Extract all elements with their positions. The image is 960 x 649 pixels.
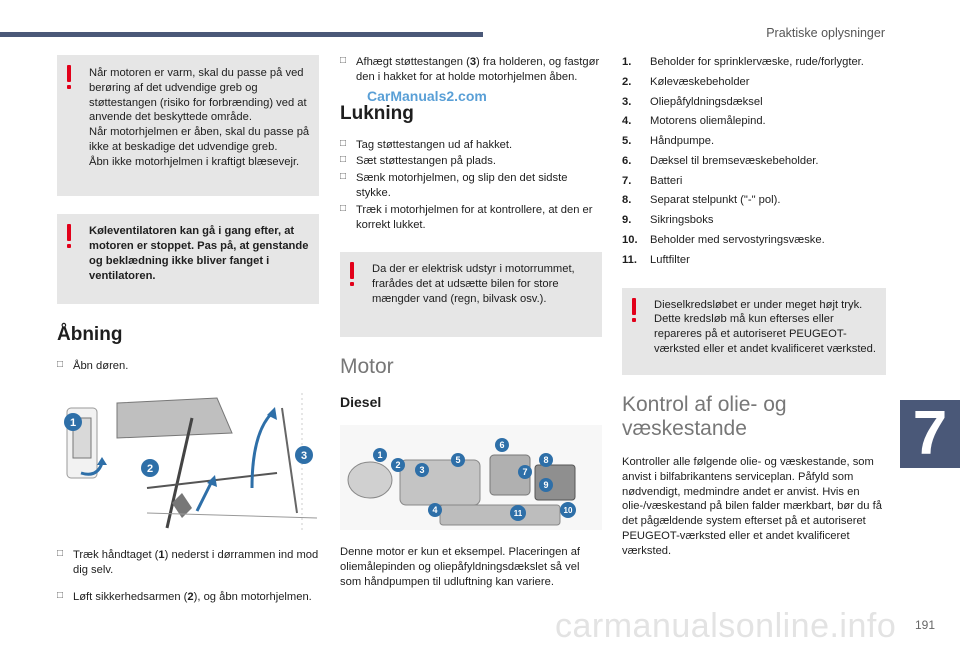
opening-steps xyxy=(57,359,319,374)
warning-text: Dieselkredsløbet er under meget højt tryk. Dette kredsløb må kun efterses eller repareres på et autoriseret PEUGEOT-værksted eller et andet kvalificeret værksted. xyxy=(654,298,876,355)
hood-opening-figure xyxy=(57,393,319,533)
step-item: □ Sænk motorhjelmen, og slip den det sidste stykke. xyxy=(340,171,602,201)
warning-icon xyxy=(67,65,72,89)
figure-callout xyxy=(415,463,429,477)
figure-callout xyxy=(539,478,553,492)
svg-text:1: 1 xyxy=(69,417,77,430)
list-item: 5. Håndpumpe. xyxy=(622,135,715,148)
figure-callout xyxy=(451,453,465,467)
warning-text: Når motoren er varm, skal du passe på ved berøring af det udvendige greb og støttestangen (risiko for forbrænding) ved at anvende det beskyttede område. Når motorhjelmen er åben, skal du passe på ikke at beskadige det udvendige greb. Åbn ikke motorhjelmen i kraftigt blæsevejr. xyxy=(89,67,310,168)
column-left xyxy=(57,55,319,617)
body-text: Kontroller alle følgende olie- og væskestande, som anvist i bilfabrikantens serviceplan. Påfyld som nødvendigt, medmindre andet er anvist. Hvis en olie-/væskestand på bilen falder mærkbart, bør du få det pågældende system efterset på et autoriseret PEUGEOT-værksted eller et andet kvalificeret værksted. xyxy=(622,456,882,557)
section-heading-opening: Åbning xyxy=(57,323,123,345)
figure-callout xyxy=(560,502,576,518)
watermark-carmanualsonline: carmanualsonline.info xyxy=(555,607,897,645)
step-item: □ Åbn døren. xyxy=(57,359,319,374)
engine-component-list xyxy=(622,55,886,268)
subheading-diesel: Diesel xyxy=(340,393,382,410)
column-right xyxy=(622,55,886,558)
step-item: □ Træk i motorhjelmen for at kontrollere, at den er korrekt lukket. xyxy=(340,203,602,233)
figure-callout xyxy=(391,458,405,472)
list-item: 9. Sikringsboks xyxy=(622,214,714,227)
warning-text: Da der er elektrisk udstyr i motorrummet, frarådes det at udsætte bilen for store mængder vand (regn, bilvask osv.). xyxy=(372,263,575,305)
closing-steps xyxy=(340,138,602,233)
svg-text:8: 8 xyxy=(543,455,549,466)
list-item: 7. Batteri xyxy=(622,174,683,187)
svg-text:10: 10 xyxy=(563,506,573,516)
warning-text: Køleventilatoren kan gå i gang efter, at motoren er stoppet. Pas på, at genstande og beklædning ikke bliver fanget i ventilatoren. xyxy=(89,225,309,282)
list-item: 8. Separat stelpunkt ("-" pol). xyxy=(622,194,781,207)
list-item: 11. Luftfilter xyxy=(622,253,690,266)
svg-text:9: 9 xyxy=(543,480,549,491)
step-item: □ Træk håndtaget (1) nederst i dørrammen ind mod dig selv. xyxy=(57,548,319,578)
figure-callout xyxy=(373,448,387,462)
page-number: 191 xyxy=(914,618,935,633)
opening-steps-cont xyxy=(57,548,319,604)
figure-callout xyxy=(495,438,509,452)
body-text: Denne motor er kun et eksempel. Placeringen af oliemålepinden og oliepåfyldningsdækslet så vel som håndpumpen til udluftning kan variere. xyxy=(340,546,581,588)
top-accent-bar xyxy=(0,32,483,37)
step-item: □ Sæt støttestangen på plads. xyxy=(340,154,602,169)
section-heading-motor: Motor xyxy=(340,354,394,378)
list-item: 1. Beholder for sprinklervæske, rude/forlygter. xyxy=(622,56,864,68)
column-middle xyxy=(340,55,602,589)
svg-text:5: 5 xyxy=(455,455,461,466)
svg-text:2: 2 xyxy=(395,460,401,471)
diesel-engine-figure xyxy=(340,425,602,530)
figure-callout xyxy=(518,465,532,479)
section-heading-closing: Lukning xyxy=(340,102,414,124)
warning-box-diesel-pressure xyxy=(622,288,886,375)
svg-text:3: 3 xyxy=(419,465,425,476)
svg-text:6: 6 xyxy=(499,440,505,451)
step-item: □ Afhægt støttestangen (3) fra holderen, og fastgør den i hakket for at holde motorhjelmen åben. xyxy=(340,55,602,85)
warning-icon xyxy=(350,262,355,286)
warning-box-water xyxy=(340,252,602,336)
list-item: 6. Dæksel til bremsevæskebeholder. xyxy=(622,154,819,167)
warning-box-hot-engine xyxy=(57,55,319,196)
svg-text:2: 2 xyxy=(146,463,154,476)
figure-callout xyxy=(539,453,553,467)
page-header: Praktiske oplysninger xyxy=(766,26,885,40)
warning-icon xyxy=(632,298,637,322)
svg-text:11: 11 xyxy=(513,509,523,519)
chapter-tab: 7 xyxy=(900,400,960,468)
section-heading-fluid-levels: Kontrol af olie- og væskestande xyxy=(622,392,787,440)
step-item: □ Tag støttestangen ud af hakket. xyxy=(340,138,602,153)
list-item: 4. Motorens oliemålepind. xyxy=(622,115,766,128)
figure-callout xyxy=(510,505,526,521)
svg-text:1: 1 xyxy=(377,450,383,461)
figure-callout xyxy=(295,446,313,464)
support-rod-step xyxy=(340,55,602,85)
svg-text:7: 7 xyxy=(522,467,528,478)
list-item: 10. Beholder med servostyringsvæske. xyxy=(622,234,825,247)
watermark-carmanuals: CarManuals2.com xyxy=(367,88,487,104)
figure-callout xyxy=(141,459,159,477)
warning-box-fan xyxy=(57,214,319,303)
warning-icon xyxy=(67,224,72,248)
figure-callout xyxy=(428,503,442,517)
list-item: 2. Kølevæskebeholder xyxy=(622,75,750,88)
svg-text:3: 3 xyxy=(300,450,308,463)
list-item: 3. Oliepåfyldningsdæksel xyxy=(622,95,763,108)
step-item: □ Løft sikkerhedsarmen (2), og åbn motorhjelmen. xyxy=(57,590,319,605)
figure-callout xyxy=(64,413,82,431)
svg-text:4: 4 xyxy=(432,505,438,516)
